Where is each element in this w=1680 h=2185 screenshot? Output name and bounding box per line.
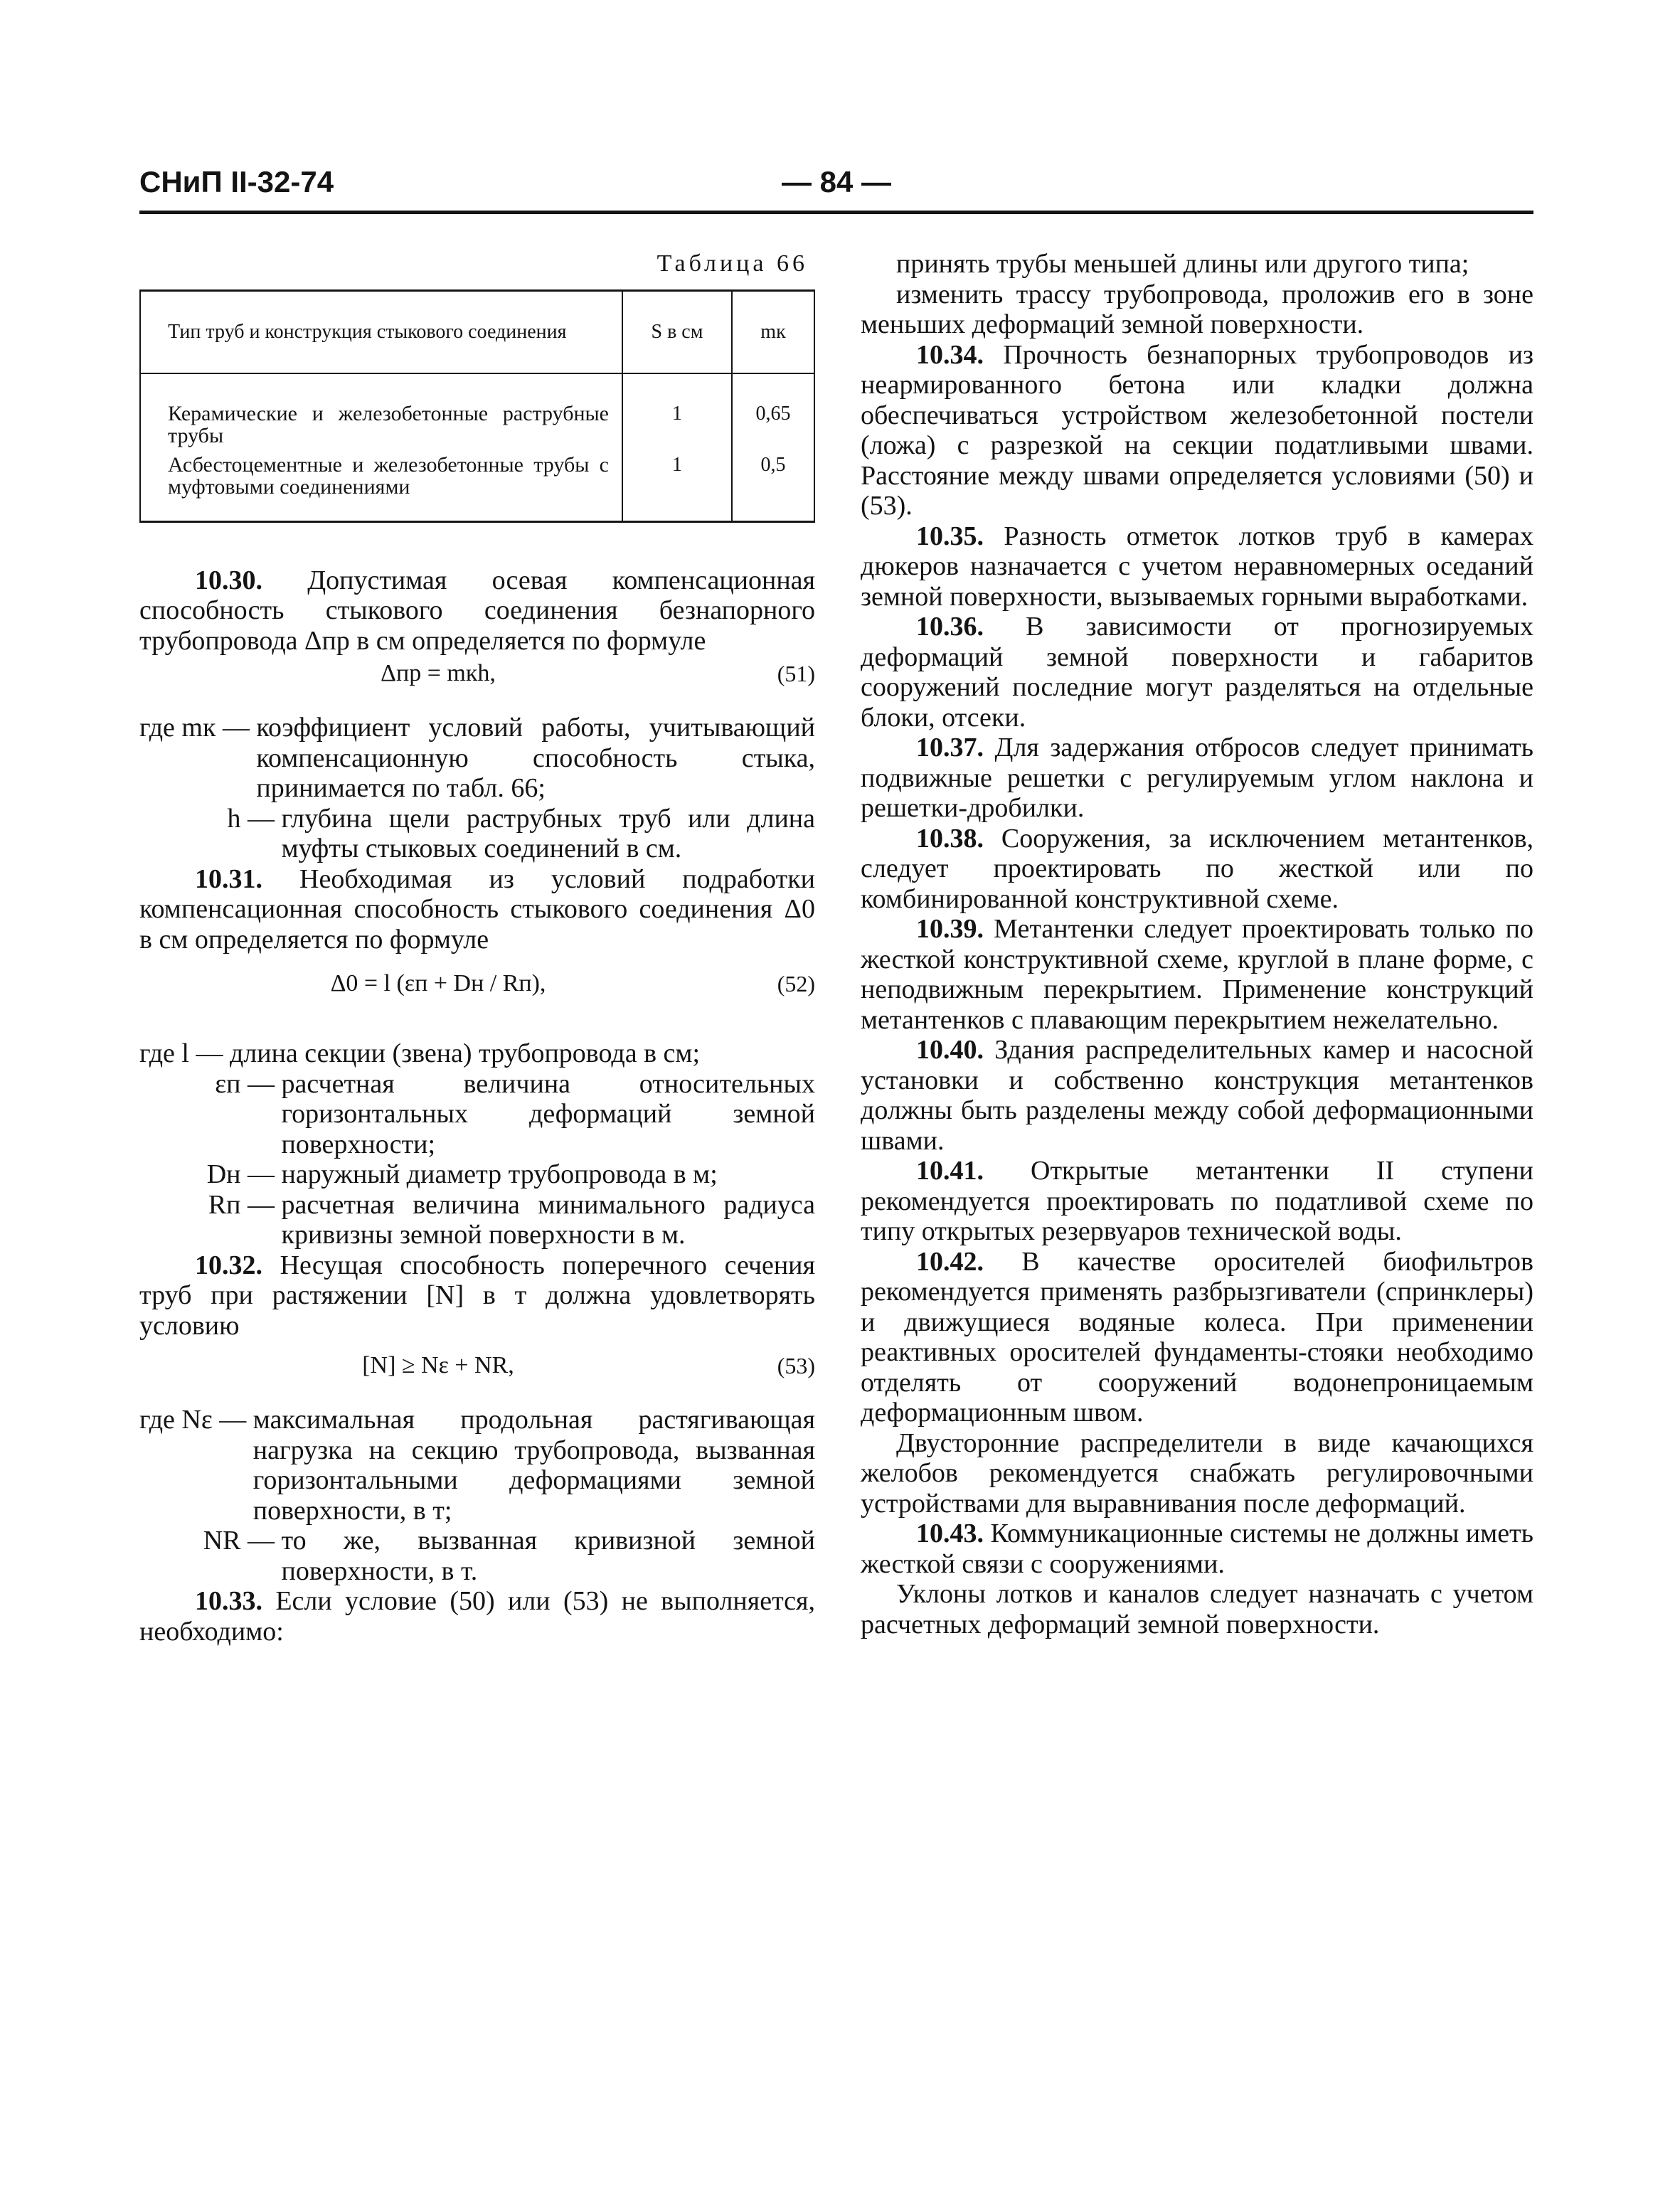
table-cell: Керамические и железобетонные раструбные трубы (140, 373, 622, 451)
left-column (139, 249, 815, 1647)
table-row (140, 373, 814, 451)
paragraph-change-route: изменить трассу трубопровода, проложив его в зоне меньших деформаций земной поверхности. (861, 279, 1533, 339)
section-10-38: 10.38. Сооружения, за исключением метантенков, следует проектировать по жесткой или по комбинированной конструктивной схеме. (861, 823, 1534, 914)
section-10-31: 10.31. Необходимая из условий подработки компенсационная способность стыкового соединения Δ0 в см определяется по формуле (139, 863, 815, 955)
table-header-pipe-type: Тип труб и конструкция стыкового соединения (140, 290, 622, 373)
section-10-43: 10.43. Коммуникационные системы не должны иметь жесткой связи с сооружениями. (861, 1519, 1533, 1579)
table-cell: 1 (622, 451, 732, 522)
where-rn: Rп — расчетная величина минимального радиуса кривизны земной поверхности в м. (208, 1189, 815, 1250)
where-n-epsilon: где Nε — максимальная продольная растягивающая нагрузка на секцию трубопровода, вызванная горизонтальными деформациями земной поверхности, в т; (139, 1405, 815, 1526)
paragraph-shorter-pipes: принять трубы меньшей длины или другого типа; (896, 249, 1469, 279)
table-header-mk: mк (732, 290, 814, 373)
document-code: СНиП II-32-74 (139, 165, 334, 198)
section-10-39: 10.39. Метантенки следует проектировать только по жесткой конструктивной схеме, круглой в плане форме, с неподвижным перекрытием. Применение конструкций метантенков с плавающим перекрытием нежелательно. (861, 914, 1533, 1035)
section-10-36: 10.36. В зависимости от прогнозируемых деформаций земной поверхности и габаритов сооружений последние могут разделяться на отдельные блоки, отсеки. (861, 612, 1533, 733)
where-nr: NR — то же, вызванная кривизной земной поверхности, в т. (203, 1526, 815, 1586)
section-10-41: 10.41. Открытые метантенки II ступени рекомендуется проектировать по податливой схеме по типу открытых резервуаров технической воды. (861, 1156, 1533, 1246)
formula-52-expression: Δ0 = l (εп + Dн / Rп), (330, 970, 546, 996)
table-66 (139, 289, 815, 523)
right-column (861, 249, 1533, 1639)
where-dn: Dн — наружный диаметр трубопровода в м; (206, 1159, 718, 1189)
formula-51-number: (51) (777, 661, 815, 686)
where-h: h — глубина щели раструбных труб или длина муфты стыковых соединений в см. (227, 803, 815, 863)
section-10-35: 10.35. Разность отметок лотков труб в камерах дюкеров назначается с учетом неравномерных оседаний земной поверхности, вызываемых горными выработками. (861, 521, 1534, 612)
formula-52-number: (52) (777, 971, 815, 996)
section-10-32: 10.32. Несущая способность поперечного сечения труб при растяжении [N] в т должна удовлетворять условию (139, 1250, 815, 1341)
page-header (139, 165, 1533, 211)
header-rule (139, 211, 1533, 214)
table-cell: 0,5 (732, 451, 814, 522)
paragraph-slopes: Уклоны лотков и каналов следует назначать с учетом расчетных деформаций земной поверхности. (861, 1579, 1533, 1639)
table-caption: Таблица 66 (656, 250, 808, 277)
table-row (140, 451, 814, 522)
section-10-37: 10.37. Для задержания отбросов следует принимать подвижные решетки с регулируемым углом наклона и решетки-дробилки. (861, 733, 1533, 823)
formula-52 (139, 969, 815, 1026)
table-cell: Асбестоцементные и железобетонные трубы с муфтовыми соединениями (140, 451, 622, 522)
formula-53-number: (53) (777, 1353, 815, 1378)
section-10-42: 10.42. В качестве оросителей биофильтров рекомендуется применять разбрызгиватели (спринклеры) и движущиеся водяные колеса. При применении реактивных оросителей фундаменты-стояки необходимо отделять от сооружений водонепроницаемым деформационным швом. (861, 1246, 1533, 1428)
formula-53-expression: [N] ≥ Nε + NR, (362, 1352, 514, 1378)
formula-53 (139, 1351, 815, 1392)
table-header-s: S в см (622, 290, 732, 373)
where-mk: где mк — коэффициент условий работы, учитывающий компенсационную способность стыка, принимается по табл. 66; (139, 713, 815, 803)
section-10-40: 10.40. Здания распределительных камер и насосной установки и собственно конструкция метантенков должны быть разделены между собой деформационными швами. (861, 1035, 1534, 1156)
section-10-30: 10.30. Допустимая осевая компенсационная способность стыкового соединения безнапорного трубопровода Δпр в см определяется по формуле (139, 565, 816, 656)
where-epsilon: εп — расчетная величина относительных горизонтальных деформаций земной поверхности; (215, 1068, 815, 1159)
formula-51 (139, 659, 815, 700)
table-cell: 0,65 (732, 373, 814, 451)
section-10-34: 10.34. Прочность безнапорных трубопроводов из неармированного бетона или кладки должна обеспечиваться устройством железобетонной постели (ложа) с разрезкой на секции податливыми швами. Расстояние между швами определяется условиями (50) и (53). (861, 339, 1533, 521)
section-10-33: 10.33. Если условие (50) или (53) не выполняется, необходимо: (139, 1586, 816, 1647)
formula-51-expression: Δпр = mкh, (381, 660, 496, 686)
paragraph-distributors: Двусторонние распределители в виде качающихся желобов рекомендуется снабжать регулировочными устройствами для выравнивания после деформаций. (861, 1428, 1533, 1519)
page-number: — 84 — (781, 165, 892, 198)
where-l: где l — длина секции (звена) трубопровода в см; (139, 1038, 701, 1068)
table-header-row (140, 290, 814, 373)
table-cell: 1 (622, 373, 732, 451)
